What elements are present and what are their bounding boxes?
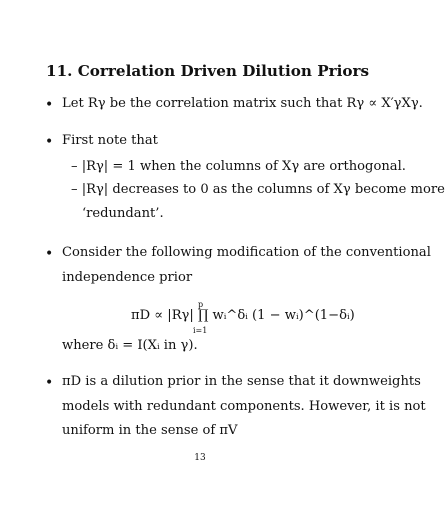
page-number: 13 [194, 453, 206, 463]
sub-item-1: – |Rγ| = 1 when the columns of Xγ are orthogonal. [71, 159, 406, 174]
sub-item-2-line-2: ‘redundant’. [82, 206, 164, 221]
sub-item-2-line-1: – |Rγ| decreases to 0 as the columns of Xγ become more [71, 182, 445, 197]
bullet-3-line-1: Consider the following modification of the conventional [62, 245, 431, 260]
bullet-1-text: Let Rγ be the correlation matrix such that Rγ ∝ X′γXγ. [62, 96, 423, 111]
page-title: 11. Correlation Driven Dilution Priors [46, 62, 370, 80]
prior-formula [131, 300, 355, 336]
bullet-3-line-2: independence prior [62, 270, 193, 285]
bullet-marker: • [45, 97, 54, 113]
product-upper-limit: p [198, 300, 204, 309]
formula-main: πD ∝ |Rγ| ∏ wᵢ^δᵢ (1 − wᵢ)^(1−δᵢ) [131, 308, 355, 323]
bullet-4-line-1: πD is a dilution prior in the sense that it downweights [62, 374, 421, 389]
bullet-4-line-3: uniform in the sense of πV [62, 423, 238, 438]
bullet-marker: • [45, 375, 54, 391]
bullet-3-where: where δᵢ = I(Xᵢ in γ). [62, 338, 198, 353]
bullet-2-text: First note that [62, 133, 158, 148]
bullet-marker: • [45, 134, 54, 150]
bullet-marker: • [45, 246, 54, 262]
bullet-4-line-2: models with redundant components. However, it is not [62, 399, 426, 414]
product-lower-limit: i=1 [193, 326, 208, 335]
